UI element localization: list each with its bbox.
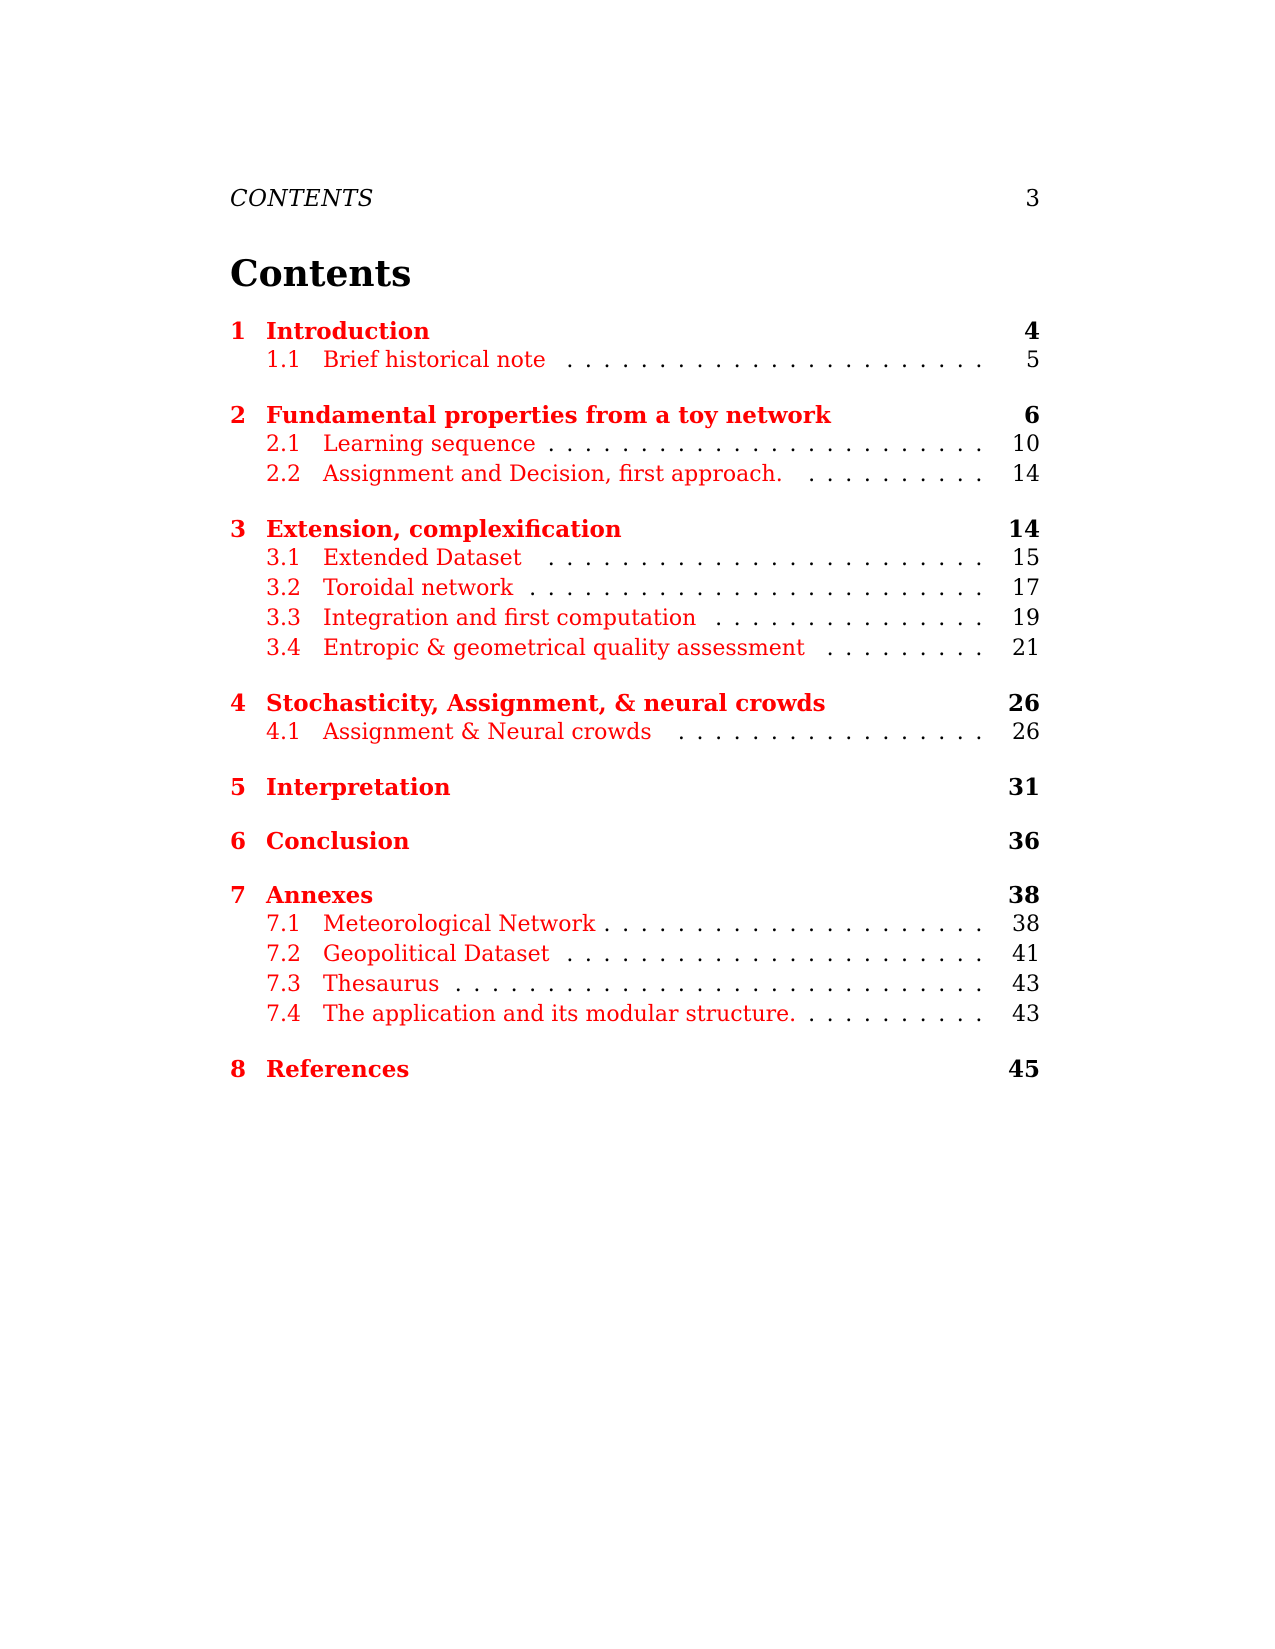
toc-section-page: 6	[1023, 402, 1040, 429]
toc-section-number[interactable]: 6	[230, 828, 247, 855]
dot-leader: .......................	[566, 348, 994, 373]
toc-section-title[interactable]: Extension, complexification	[266, 516, 622, 543]
toc-subsection-title[interactable]: Geopolitical Dataset	[323, 942, 550, 967]
dot-leader: ........................	[547, 546, 994, 571]
toc-section-title[interactable]: References	[266, 1056, 410, 1083]
section-spacer	[230, 492, 1040, 516]
table-of-contents	[230, 318, 1040, 1086]
section-spacer	[230, 1032, 1040, 1056]
toc-subsection-title[interactable]: Extended Dataset	[323, 546, 522, 571]
toc-section-title[interactable]: Introduction	[266, 318, 430, 345]
toc-section-title[interactable]: Conclusion	[266, 828, 410, 855]
toc-subsection[interactable]	[230, 942, 1040, 972]
toc-subsection-page: 19	[1012, 606, 1040, 631]
toc-subsection[interactable]	[230, 432, 1040, 462]
toc-section-page: 45	[1007, 1056, 1040, 1083]
toc-subsection-page: 14	[1012, 462, 1040, 487]
section-spacer	[230, 378, 1040, 402]
toc-subsection[interactable]	[230, 348, 1040, 378]
toc-section[interactable]	[230, 516, 1040, 546]
toc-section[interactable]	[230, 774, 1040, 804]
toc-section-page: 31	[1007, 774, 1040, 801]
toc-subsection-page: 15	[1012, 546, 1040, 571]
toc-subsection-title[interactable]: Brief historical note	[323, 348, 546, 373]
toc-subsection-title[interactable]: Toroidal network	[323, 576, 514, 601]
toc-subsection-title[interactable]: Integration and first computation	[323, 606, 697, 631]
toc-subsection-title[interactable]: Thesaurus	[323, 972, 440, 997]
toc-subsection-page: 10	[1012, 432, 1040, 457]
dot-leader: ..........	[808, 1002, 994, 1027]
toc-subsection-number[interactable]: 3.3	[266, 606, 301, 631]
toc-section-title[interactable]: Stochasticity, Assignment, & neural crowds	[266, 690, 826, 717]
toc-subsection-page: 17	[1012, 576, 1040, 601]
toc-subsection-number[interactable]: 7.2	[266, 942, 301, 967]
toc-section-title[interactable]: Interpretation	[266, 774, 451, 801]
section-spacer	[230, 804, 1040, 828]
toc-subsection-number[interactable]: 4.1	[266, 720, 301, 745]
section-spacer	[230, 666, 1040, 690]
toc-subsection-page: 26	[1012, 720, 1040, 745]
toc-subsection-number[interactable]: 1.1	[266, 348, 301, 373]
toc-subsection-page: 41	[1012, 942, 1040, 967]
toc-subsection[interactable]	[230, 546, 1040, 576]
toc-subsection-title[interactable]: Meteorological Network	[323, 912, 596, 937]
toc-section[interactable]	[230, 1056, 1040, 1086]
toc-section-number[interactable]: 2	[230, 402, 247, 429]
dot-leader: .........................	[529, 576, 994, 601]
toc-section[interactable]	[230, 690, 1040, 720]
toc-subsection-title[interactable]: The application and its modular structure.	[323, 1002, 797, 1027]
toc-subsection-page: 43	[1012, 972, 1040, 997]
toc-subsection-title[interactable]: Learning sequence	[323, 432, 536, 457]
toc-subsection[interactable]	[230, 1002, 1040, 1032]
toc-section-title[interactable]: Annexes	[266, 882, 374, 909]
dot-leader: .......................	[566, 942, 994, 967]
toc-subsection-number[interactable]: 3.1	[266, 546, 301, 571]
toc-subsection-page: 5	[1026, 348, 1040, 373]
toc-subsection-number[interactable]: 2.1	[266, 432, 301, 457]
toc-section-page: 4	[1023, 318, 1040, 345]
toc-subsection-title[interactable]: Entropic & geometrical quality assessment	[323, 636, 805, 661]
toc-section-page: 14	[1007, 516, 1040, 543]
toc-section[interactable]	[230, 318, 1040, 348]
toc-section-page: 38	[1007, 882, 1040, 909]
toc-subsection[interactable]	[230, 912, 1040, 942]
dot-leader: .........	[826, 636, 994, 661]
toc-subsection[interactable]	[230, 972, 1040, 1002]
dot-leader: .................	[677, 720, 994, 745]
section-spacer	[230, 750, 1040, 774]
running-title: CONTENTS	[230, 186, 374, 212]
toc-section-number[interactable]: 7	[230, 882, 247, 909]
toc-subsection-title[interactable]: Assignment and Decision, first approach.	[323, 462, 783, 487]
toc-subsection[interactable]	[230, 720, 1040, 750]
toc-section-page: 36	[1007, 828, 1040, 855]
toc-section-number[interactable]: 4	[230, 690, 247, 717]
toc-subsection[interactable]	[230, 462, 1040, 492]
toc-section-number[interactable]: 3	[230, 516, 247, 543]
toc-subsection-number[interactable]: 7.3	[266, 972, 301, 997]
page-number: 3	[1025, 186, 1040, 212]
toc-subsection-title[interactable]: Assignment & Neural crowds	[323, 720, 652, 745]
page-header	[230, 186, 1040, 218]
dot-leader: ........................	[547, 432, 994, 457]
contents-title: Contents	[230, 253, 412, 295]
toc-subsection-page: 38	[1012, 912, 1040, 937]
section-spacer	[230, 858, 1040, 882]
toc-subsection-number[interactable]: 7.1	[266, 912, 301, 937]
toc-section-number[interactable]: 8	[230, 1056, 247, 1083]
toc-subsection[interactable]	[230, 606, 1040, 636]
toc-section-number[interactable]: 1	[230, 318, 247, 345]
toc-subsection-number[interactable]: 2.2	[266, 462, 301, 487]
toc-section-title[interactable]: Fundamental properties from a toy network	[266, 402, 831, 429]
dot-leader: ...............	[715, 606, 994, 631]
toc-subsection[interactable]	[230, 576, 1040, 606]
toc-section-number[interactable]: 5	[230, 774, 247, 801]
dot-leader: .............................	[454, 972, 994, 997]
toc-subsection-number[interactable]: 3.4	[266, 636, 301, 661]
toc-section[interactable]	[230, 402, 1040, 432]
toc-subsection[interactable]	[230, 636, 1040, 666]
toc-subsection-page: 43	[1012, 1002, 1040, 1027]
dot-leader: .....................	[603, 912, 994, 937]
toc-section[interactable]	[230, 828, 1040, 858]
toc-section-page: 26	[1007, 690, 1040, 717]
toc-subsection-number[interactable]: 3.2	[266, 576, 301, 601]
dot-leader: ..........	[808, 462, 994, 487]
toc-section[interactable]	[230, 882, 1040, 912]
toc-subsection-number[interactable]: 7.4	[266, 1002, 301, 1027]
toc-subsection-page: 21	[1012, 636, 1040, 661]
